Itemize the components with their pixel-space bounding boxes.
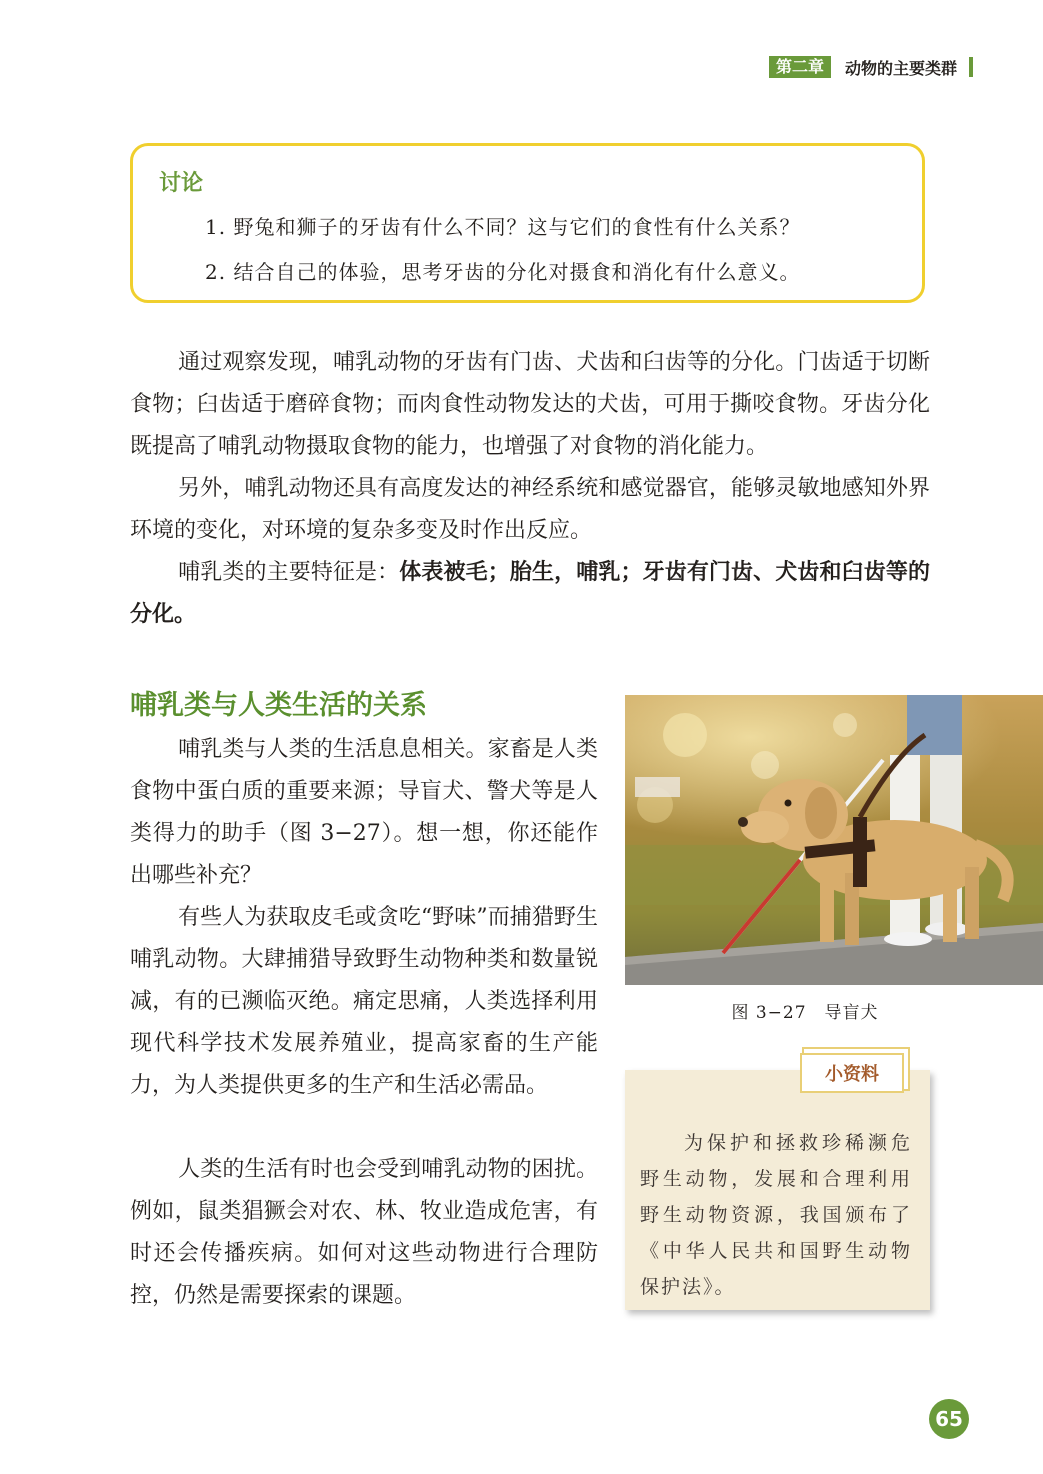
info-label — [800, 1053, 904, 1093]
discussion-question-1: 1. 野兔和狮子的牙齿有什么不同？这与它们的食性有什么关系？ — [205, 215, 801, 239]
section-paragraph-3: 人类的生活有时也会受到哺乳动物的困扰。例如，鼠类猖獗会对农、林、牧业造成危害，有时还会传播疾病。如何对这些动物进行合理防控，仍然是需要探索的课题。 — [130, 1157, 598, 1308]
info-text: 为保护和拯救珍稀濒危野生动物，发展和合理利用野生动物资源，我国颁布了《中华人民共和国野生动物保护法》。 — [640, 1132, 912, 1298]
info-label-text: 小资料 — [825, 1064, 879, 1085]
main-features-bold: 体表被毛；胎生，哺乳；牙齿有门齿、犬齿和臼齿等的分化。 — [130, 560, 930, 627]
paragraph-teeth: 通过观察发现，哺乳动物的牙齿有门齿、犬齿和臼齿等的分化。门齿适于切断食物；臼齿适于磨碎食物；而肉食性动物发达的犬齿，可用于撕咬食物。牙齿分化既提高了哺乳动物摄取食物的能力，也增强了对食物的消化能力。 — [130, 350, 930, 459]
chapter-tag: 第二章 — [769, 56, 831, 78]
discussion-box — [130, 143, 925, 303]
page-number: 65 — [929, 1399, 969, 1439]
section-paragraph-2: 有些人为获取皮毛或贪吃“野味”而捕猎野生哺乳动物。大肆捕猎导致野生动物种类和数量锐减，有的已濒临灭绝。痛定思痛，人类选择利用现代科学技术发展养殖业，提高家畜的生产能力，为人类提供更多的生产和生活必需品。 — [130, 905, 598, 1098]
discussion-question-2: 2. 结合自己的体验，思考牙齿的分化对摄食和消化有什么意义。 — [205, 260, 801, 284]
paragraph-main-features: 哺乳类的主要特征是：体表被毛；胎生，哺乳；牙齿有门齿、犬齿和臼齿等的分化。 — [130, 560, 930, 627]
guide-dog-photo — [625, 695, 1043, 985]
figure-caption: 图 3−27 导盲犬 — [731, 1003, 879, 1023]
discussion-title: 讨论 — [159, 171, 204, 196]
section-heading: 哺乳类与人类生活的关系 — [130, 690, 427, 721]
section-paragraph-1: 哺乳类与人类的生活息息相关。家畜是人类食物中蛋白质的重要来源；导盲犬、警犬等是人类得力的助手（图 3−27）。想一想，你还能作出哪些补充？ — [130, 737, 598, 888]
chapter-title: 动物的主要类群 — [844, 58, 957, 78]
paragraph-nervous-system: 另外，哺乳动物还具有高度发达的神经系统和感觉器官，能够灵敏地感知外界环境的变化，对环境的复杂多变及时作出反应。 — [130, 476, 930, 543]
running-header — [769, 55, 973, 79]
chapter-bar — [969, 57, 973, 77]
